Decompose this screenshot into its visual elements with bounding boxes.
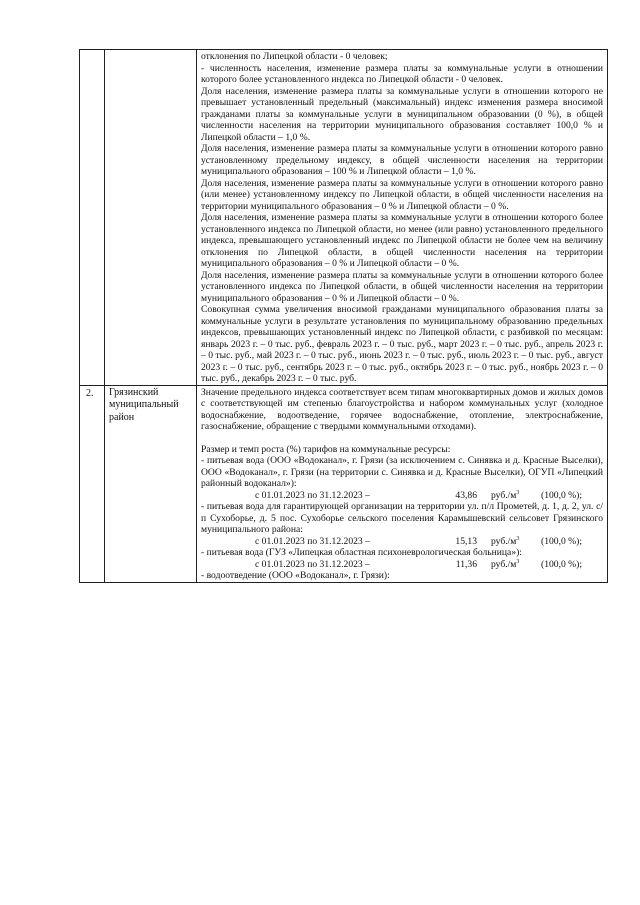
intro-paragraph: Значение предельного индекса соответствует всем типам многоквартирных домов и жилых домов с соответствующей им степенью благоустройства и набором коммунальных услуг (холодное водоснабжение, водоотведение, горячее водоснабжение, отопление, электроснабжение, газоснабжение, обращение с твердыми коммунальными отходами). — [201, 386, 603, 432]
paragraph: - численность населения, изменение размера платы за коммунальные услуги в отношении которого более установленного индекса по Липецкой области - 0 человек. — [201, 62, 603, 85]
tariff-name: - питьевая вода (ГУЗ «Липецкая областная психоневрологическая больница»): — [201, 547, 522, 558]
tariff-period: с 01.01.2023 по 31.12.2023 – — [255, 489, 370, 501]
district-cell — [105, 50, 197, 386]
tariff-unit: $руб./м^3$ — [491, 489, 520, 501]
tariff-value: 15,13 — [455, 535, 477, 547]
paragraph: отклонения по Липецкой области - 0 человек; — [201, 51, 388, 62]
district-name — [105, 50, 196, 51]
tariff-percent: (100,0 %); — [541, 535, 583, 547]
content-cell — [197, 385, 608, 582]
tariff-percent: (100,0 %); — [541, 489, 583, 501]
row-number-cell — [80, 385, 105, 582]
tariff-name: - водоотведение (ООО «Водоканал», г. Грязи): — [201, 570, 390, 581]
tariff-period: с 01.01.2023 по 31.12.2023 – — [255, 535, 370, 547]
tariff-rate-line — [201, 559, 603, 571]
paragraph: Совокупная сумма увеличения вносимой гражданами муниципального образования платы за коммунальные услуги в результате установления по муниципальному образованию предельных индексов, превышающих установленный индекс по Липецкой области, с разбивкой по месяцам: январь 2023 г. – 0 тыс. руб., февраль 2023 г. – 0 тыс. руб., март 2023 г. – 0 тыс. руб., апрель 2023 г. – 0 тыс. руб., май 2023 г. – 0 тыс. руб., июнь 2023 г. – 0 тыс. руб., июль 2023 г. – 0 тыс. руб., август 2023 г. – 0 тыс. руб., сентябрь 2023 г. – 0 тыс. руб., октябрь 2023 г. – 0 тыс. руб., ноябрь 2023 г. – 0 тыс. руб., декабрь 2023 г. – 0 тыс. руб. — [201, 304, 603, 384]
district-name: Грязинский муниципальный район — [109, 386, 179, 423]
row-number — [80, 50, 104, 52]
row-number-cell — [80, 50, 105, 386]
tariff-percent: (100,0 %); — [541, 558, 583, 570]
tariff-name: - питьевая вода (ООО «Водоканал», г. Грязи (за исключением с. Синявка и д. Красные Выселки), ООО «Водоканал», г. Грязи (на территории с. Синявка и д. Красные Выселки), ОГУП «Липецкий районный водоканал»): — [201, 455, 603, 489]
district-cell — [105, 385, 197, 582]
tariff-period: с 01.01.2023 по 31.12.2023 – — [255, 558, 370, 570]
tariff-name: - питьевая вода для гарантирующей организации на территории ул. п/л Прометей, д. 1, д. 2, ул. с/п Сухоборье, д. 5 пос. Сухоборье сельского поселения Карамышевский сельсовет Грязинского муниципального района: — [201, 501, 603, 535]
table-row — [80, 385, 608, 582]
tariff-rate-line — [201, 490, 603, 502]
document-table — [79, 49, 608, 583]
tariff-value: 43,86 — [455, 489, 477, 501]
paragraph: Доля населения, изменение размера платы за коммунальные услуги в отношении которого равно (или менее) установленному индексу по Липецкой области, в общей численности населения на территории муниципального образования – 0 % и Липецкой области – 0 %. — [201, 177, 603, 212]
paragraph: Доля населения, изменение размера платы за коммунальные услуги в отношении которого более установленного индекса по Липецкой области, но менее (или равно) установленного предельного индекса, превышающего установленный индекс по Липецкой области не более чем на величину отклонения по Липецкой области, в общей численности населения на территории муниципального образования – 0 % и Липецкой области – 0 %. — [201, 212, 603, 269]
tariff-value: 11,36 — [455, 558, 477, 570]
tariff-unit: $руб./м^3$ — [491, 558, 520, 570]
paragraph: Доля населения, изменение размера платы за коммунальные услуги в отношении которого равно установленному предельному индексу, в общей численности населения на территории муниципального образования – 100 % и Липецкой области – 1,0 %. — [201, 143, 603, 177]
tariff-rate-line — [201, 536, 603, 548]
table-row — [80, 50, 608, 386]
paragraph: Доля населения, изменение размера платы за коммунальные услуги в отношении которого не превышает установленный предельный (максимальный) индекс изменения размера вносимой гражданами платы за коммунальные услуги в муниципальном образовании (0 %), в общей численности населения на территории муниципального образования составляет 100,0 % и Липецкой области – 1,0 %. — [201, 85, 603, 143]
content-cell — [197, 50, 608, 386]
tariffs-heading: Размер и темп роста (%) тарифов на коммунальные ресурсы: — [201, 443, 451, 455]
tariff-unit: $руб./м^3$ — [491, 535, 520, 547]
row-number: 2. — [86, 387, 94, 399]
paragraph: Доля населения, изменение размера платы за коммунальные услуги в отношении которого более установленного индекса по Липецкой области, в общей численности населения на территории муниципального образования – 0 % и Липецкой области – 0 %. — [201, 269, 603, 304]
